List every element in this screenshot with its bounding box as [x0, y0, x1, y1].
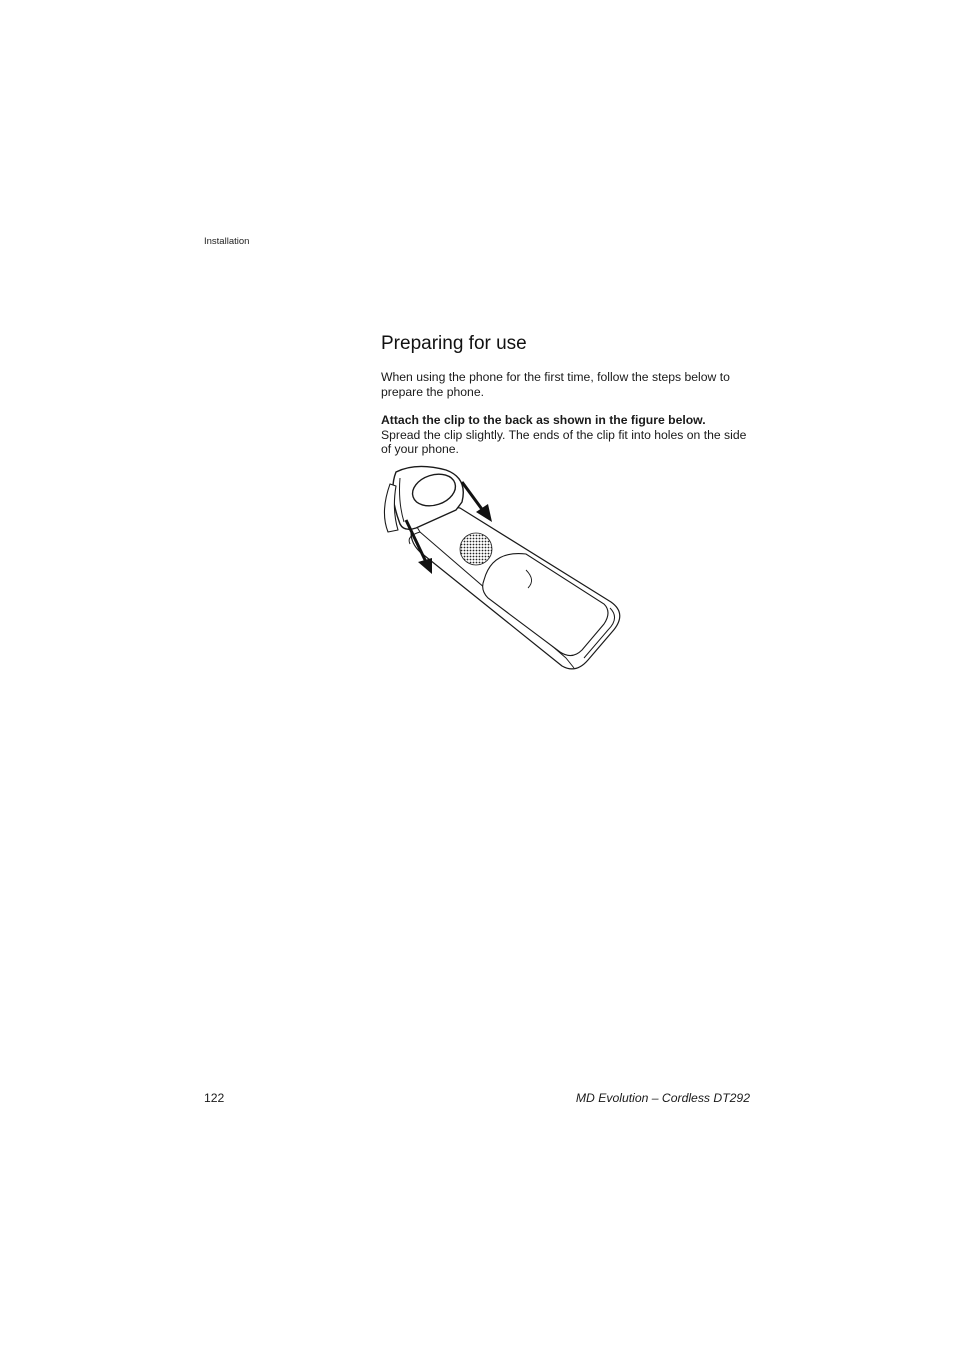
page-title: Preparing for use [381, 333, 527, 354]
running-header: Installation [204, 236, 250, 247]
step-body: Spread the clip slightly. The ends of the clip fit into holes on the side of your phone. [381, 427, 747, 456]
speaker-grille [460, 533, 492, 565]
footer-document-title: MD Evolution – Cordless DT292 [575, 1091, 750, 1105]
clip-attachment-illustration [376, 462, 626, 677]
intro-paragraph: When using the phone for the first time, follow the steps below to prepare the phone. [381, 370, 730, 399]
main-content [381, 332, 753, 457]
step-heading: Attach the clip to the back as shown in the figure below. [381, 413, 706, 427]
page-number: 122 [204, 1091, 225, 1105]
battery-cover [483, 554, 608, 656]
